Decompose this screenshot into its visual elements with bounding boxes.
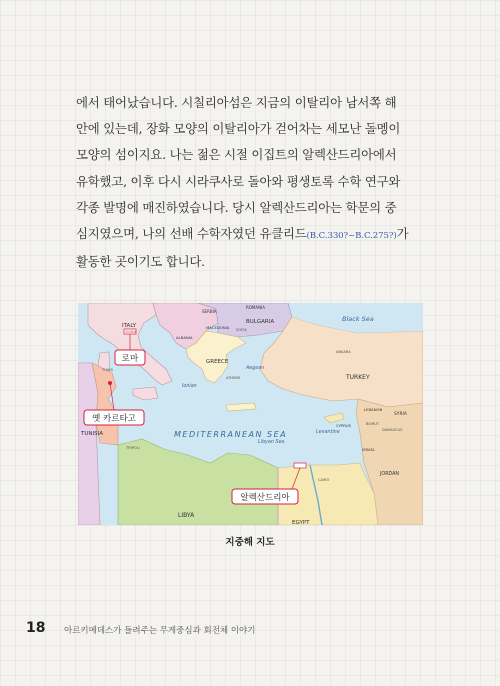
label-lebanon: LEBANON	[364, 407, 383, 412]
label-city-tripoli: TRIPOLI	[126, 446, 140, 450]
body-line-4: 유학했고, 이후 다시 시라쿠사로 돌아와 평생토록 수학 연구와	[76, 173, 401, 189]
label-turkey: TURKEY	[346, 374, 370, 381]
label-syria: SYRIA	[394, 412, 407, 417]
callout-alexandria: 알렉산드리아	[240, 493, 290, 503]
body-line-6-end: 가	[396, 226, 409, 242]
label-bulgaria: BULGARIA	[246, 319, 275, 325]
label-aegean: Aegean	[246, 366, 265, 371]
label-romania: ROMANIA	[246, 305, 266, 310]
label-libyan-sea: Libyan Sea	[258, 440, 285, 445]
body-line-6	[76, 221, 428, 249]
figure-caption: 지중해 지도	[225, 537, 275, 548]
callout-rome: 로마	[121, 354, 139, 364]
alexandria-marker	[294, 463, 306, 468]
body-paragraph	[76, 90, 428, 275]
label-ionian: Ionian	[182, 384, 197, 389]
label-egypt: EGYPT	[292, 520, 310, 525]
rome-marker-label: ROMA	[125, 330, 136, 334]
label-city-ankara: ANKARA	[336, 350, 351, 354]
body-line-7: 활동한 곳이기도 합니다.	[76, 254, 205, 270]
mediterranean-map	[78, 303, 423, 525]
label-jordan: JORDAN	[380, 472, 400, 477]
callout-carthage: 옛 카르타고	[92, 414, 136, 424]
body-line-3: 모양의 섬이지요. 나는 젊은 시절 이집트의 알렉산드리아에서	[76, 147, 397, 163]
label-levantine: Levantine	[316, 430, 340, 435]
body-line-6-text: 심지였으며, 나의 선배 수학자였던 유클리드	[76, 226, 307, 242]
label-city-beirut: BEIRUT	[366, 422, 380, 426]
label-libya: LIBYA	[178, 512, 195, 519]
label-city-athens: ATHENS	[226, 376, 241, 380]
label-italy: ITALY	[122, 323, 137, 329]
page-number: 18	[26, 620, 46, 636]
label-serbia: SERBIA	[202, 309, 217, 314]
label-cyprus: CYPRUS	[336, 423, 352, 428]
label-macedonia: MACEDONIA	[206, 325, 230, 330]
label-israel: ISRAEL	[362, 447, 376, 452]
running-title: 아르키메데스가 들려주는 무게중심과 회전체 이야기	[64, 626, 256, 636]
label-city-damascus: DAMASCUS	[382, 428, 403, 432]
label-greece: GREECE	[206, 359, 229, 365]
euclid-dates: (B.C.330?~B.C.275?)	[306, 231, 397, 242]
label-city-cairo: CAIRO	[318, 478, 330, 482]
label-city-tunis: TUNIS	[102, 368, 113, 372]
body-line-5: 각종 발명에 매진하였습니다. 당시 알렉산드리아는 학문의 중	[76, 199, 397, 215]
label-tunisia: TUNISIA	[81, 431, 103, 437]
body-line-2: 안에 있는데, 장화 모양의 이탈리아가 걷어차는 세모난 돌멩이	[76, 121, 401, 137]
label-black-sea: Black Sea	[342, 315, 374, 323]
label-albania: ALBANIA	[176, 335, 193, 340]
label-city-sofia: SOFIA	[236, 328, 247, 332]
body-line-1: 에서 태어났습니다. 시칠리아섬은 지금의 이탈리아 남서쪽 해	[76, 95, 397, 110]
label-mediterranean: MEDITERRANEAN SEA	[174, 430, 288, 439]
